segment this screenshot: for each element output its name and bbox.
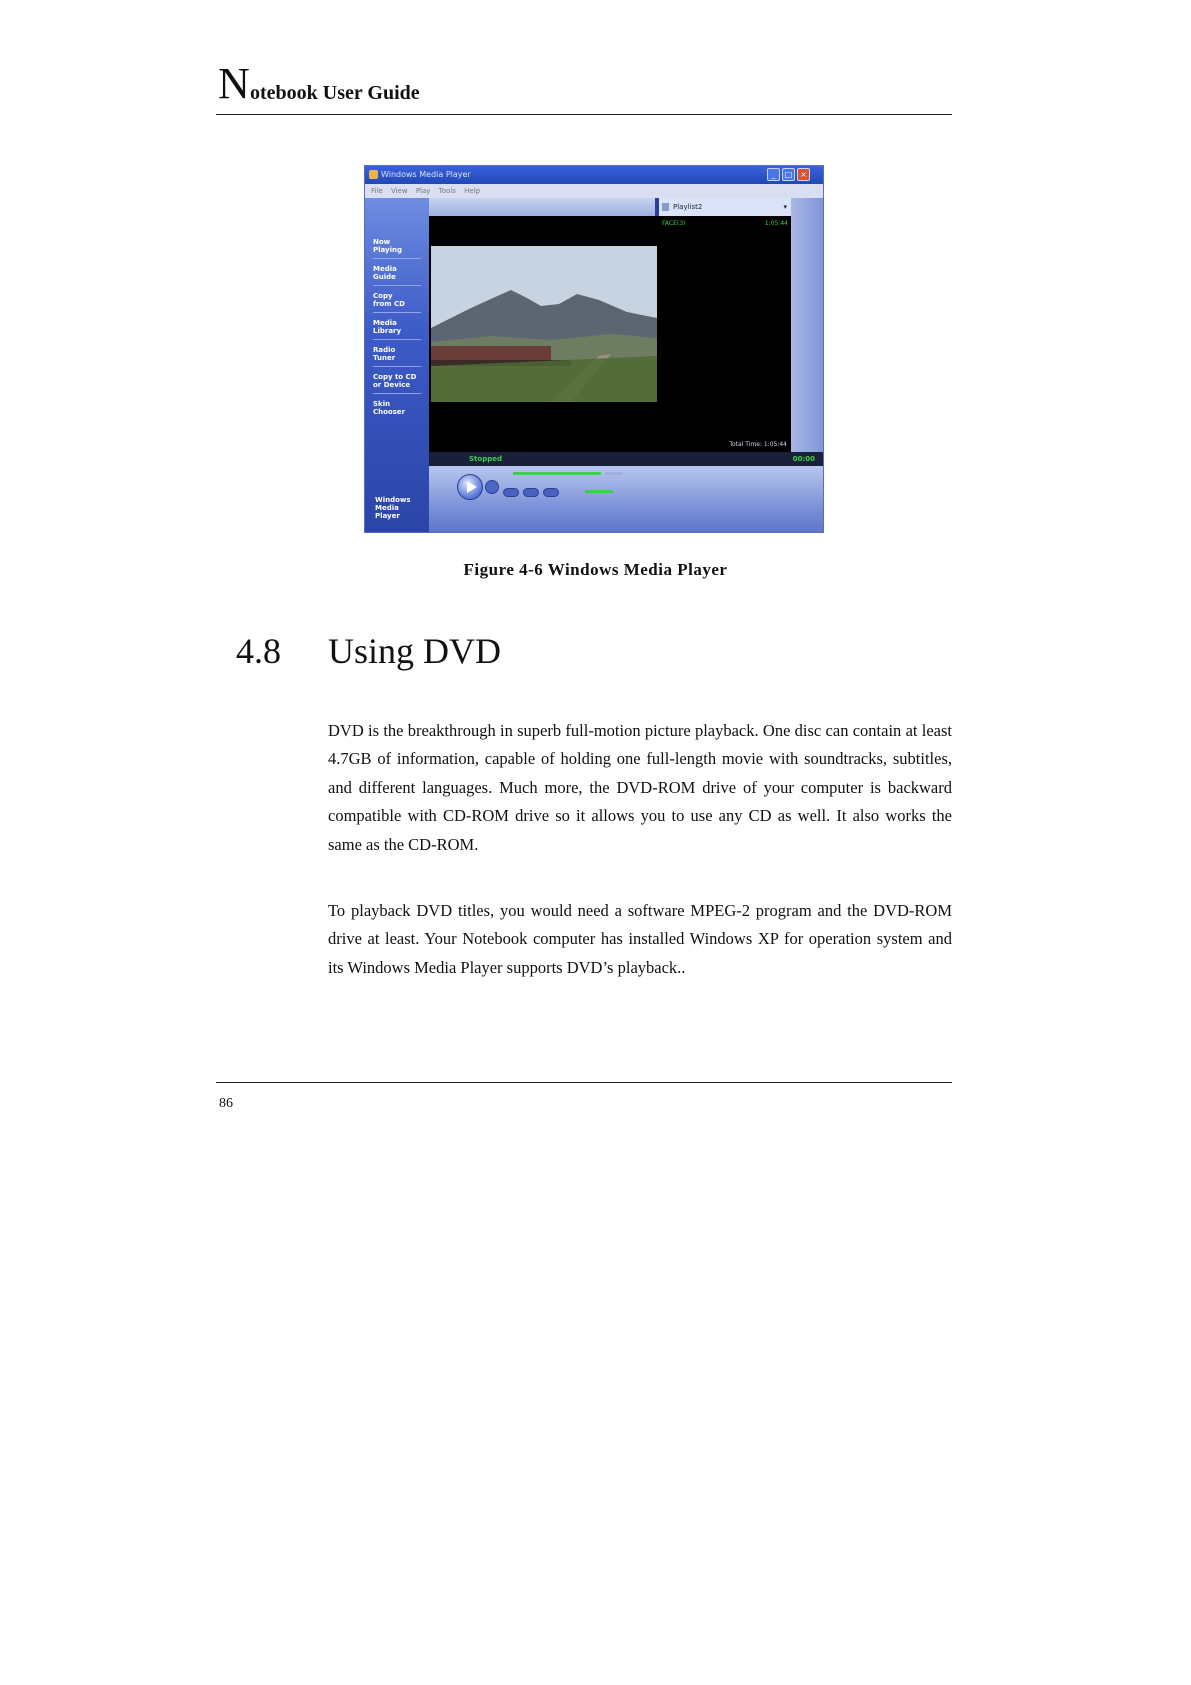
header-title: otebook User Guide xyxy=(250,82,420,104)
playlist-pane xyxy=(659,198,791,452)
page-number: 86 xyxy=(219,1096,233,1111)
nav-divider xyxy=(373,258,421,259)
elapsed-time: 00:00 xyxy=(792,455,815,463)
nav-radio-tuner: Radio Tuner xyxy=(373,346,396,362)
nav-now-playing: Now Playing xyxy=(373,238,402,254)
nav-divider xyxy=(373,285,421,286)
running-header xyxy=(216,58,952,115)
seek-bar xyxy=(513,472,601,475)
player-window-title: Windows Media Player xyxy=(381,170,471,179)
player-top-strip xyxy=(429,198,655,216)
body-paragraph: To playback DVD titles, you would need a software MPEG-2 program and the DVD-ROM drive at least. Your Notebook computer has installed Windows XP for operation system and its Windows Media Player supports DVD’s playback.. xyxy=(328,900,952,977)
playlist-icon xyxy=(662,203,669,211)
playlist-row-name: FACE(3) xyxy=(662,220,686,227)
figure-screenshot xyxy=(364,165,824,533)
menu-view: View xyxy=(390,187,408,195)
status-text: Stopped xyxy=(469,455,502,463)
play-icon xyxy=(457,474,483,500)
player-logo-icon xyxy=(369,170,378,179)
nav-media-library: Media Library xyxy=(373,319,402,335)
nav-media-guide: Media Guide xyxy=(373,265,397,281)
player-menubar xyxy=(365,184,823,198)
player-side-frame xyxy=(791,198,824,452)
minimize-icon: _ xyxy=(767,168,780,181)
section-title: Using DVD xyxy=(328,631,502,671)
status-bar xyxy=(429,452,824,466)
player-taskbar xyxy=(365,198,429,533)
nav-divider xyxy=(373,393,421,394)
footer-rule xyxy=(216,1082,952,1083)
windows-media-player-logo: Windows Media Player xyxy=(375,496,411,520)
stop-icon xyxy=(485,480,499,494)
chevron-down-icon: ▾ xyxy=(783,203,787,211)
maximize-icon: □ xyxy=(782,168,795,181)
total-time: Total Time: 1:05:44 xyxy=(729,441,787,448)
playlist-row xyxy=(662,220,788,227)
video-pane xyxy=(429,216,659,452)
next-icon xyxy=(523,488,539,497)
player-titlebar xyxy=(365,166,823,184)
playlist-title: Playlist2 xyxy=(673,203,703,211)
nav-divider xyxy=(373,312,421,313)
playlist-row-time: 1:05:44 xyxy=(764,220,788,227)
section-number: 4.8 xyxy=(236,631,281,671)
seek-bar-remaining xyxy=(605,472,623,475)
previous-icon xyxy=(503,488,519,497)
nav-copy-to-cd: Copy to CD or Device xyxy=(373,373,417,389)
mute-icon xyxy=(543,488,559,497)
menu-help: Help xyxy=(464,187,481,195)
menu-file: File xyxy=(371,187,383,195)
menu-play: Play xyxy=(415,187,431,195)
mountain-scene-image xyxy=(431,246,657,402)
nav-divider xyxy=(373,366,421,367)
video-frame-image xyxy=(431,246,657,402)
figure-caption: Figure 4-6 Windows Media Player xyxy=(463,560,728,579)
nav-skin-chooser: Skin Chooser xyxy=(373,400,406,416)
body-paragraph: DVD is the breakthrough in superb full-motion picture playback. One disc can contain at least 4.7GB of information, capable of holding one full-length movie with soundtracks, subtitles, and different languages. Much more, the DVD-ROM drive of your computer is backward compatible with CD-ROM drive so it allows you to use any CD as well. It also works the same as the CD-ROM. xyxy=(328,720,952,854)
volume-slider xyxy=(585,490,613,493)
menu-tools: Tools xyxy=(438,187,456,195)
close-icon: × xyxy=(797,168,810,181)
header-initial: N xyxy=(218,59,250,108)
playlist-selector xyxy=(659,198,791,216)
transport-controls xyxy=(429,466,824,533)
nav-divider xyxy=(373,339,421,340)
nav-copy-from-cd: Copy from CD xyxy=(373,292,405,308)
